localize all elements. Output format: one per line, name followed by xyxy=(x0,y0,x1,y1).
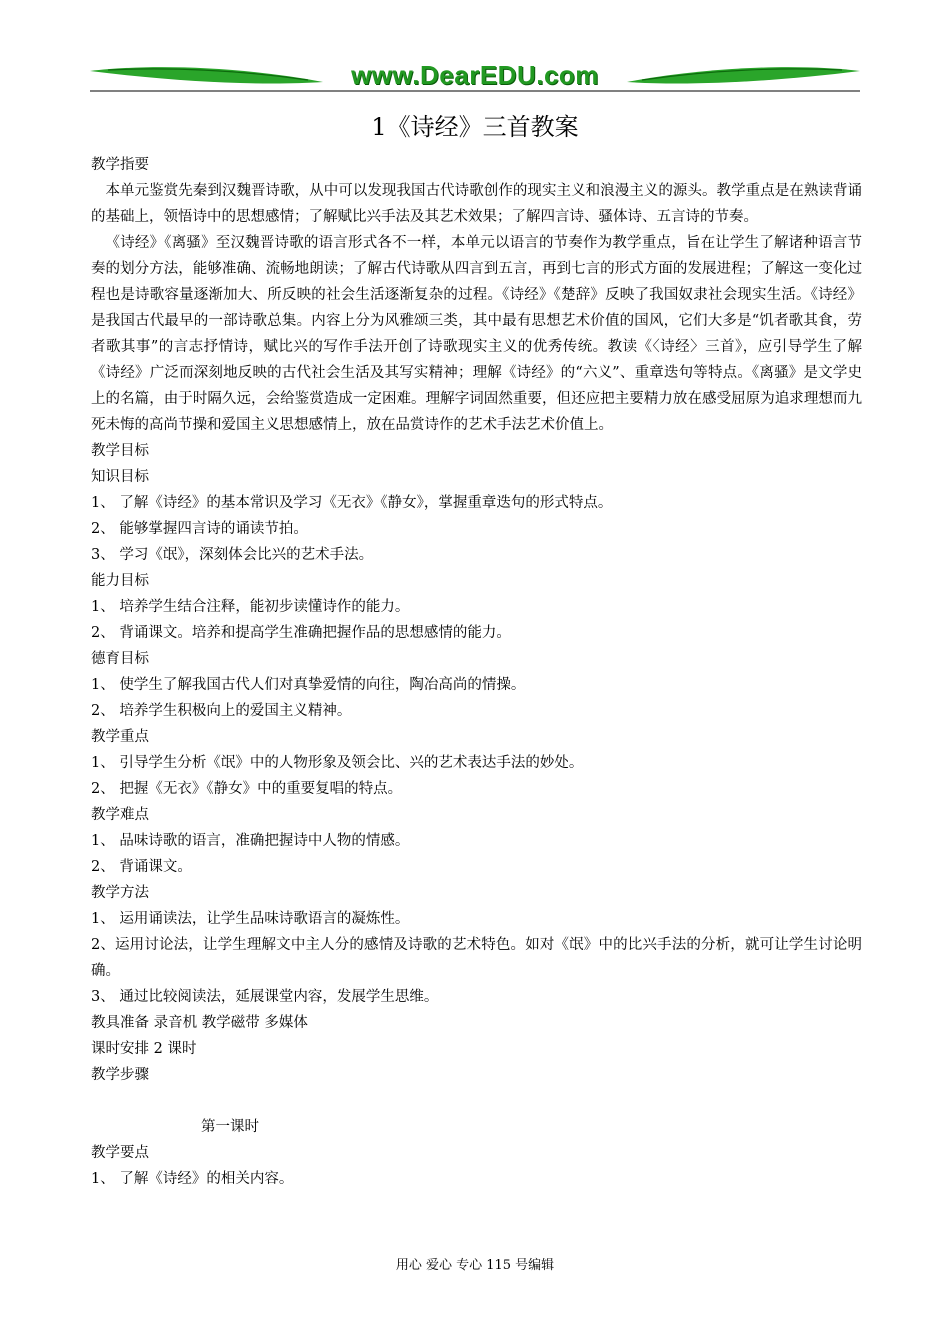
list-item: 2、 背诵课文。 xyxy=(91,859,192,875)
page-footer: 用心 爱心 专心 115 号编辑 xyxy=(395,1258,555,1273)
list-item: 2、 能够掌握四言诗的诵读节拍。 xyxy=(91,521,308,537)
section-heading-focus: 教学重点 xyxy=(91,729,149,745)
list-item: 1、 培养学生结合注释，能初步读懂诗作的能力。 xyxy=(91,599,410,615)
list-item: 2、运用讨论法，让学生理解文中主人分的感情及诗歌的艺术特色。如对《氓》中的比兴手法的分析，就可让学生讨论明确。 xyxy=(91,937,862,979)
section-heading-method: 教学方法 xyxy=(91,885,149,901)
list-item: 1、 了解《诗经》的相关内容。 xyxy=(91,1171,294,1187)
list-item: 1、 引导学生分析《氓》中的人物形象及领会比、兴的艺术表达手法的妙处。 xyxy=(91,755,584,771)
list-item: 1、 使学生了解我国古代人们对真挚爱情的向往，陶冶高尚的情操。 xyxy=(91,677,526,693)
list-item: 3、 学习《氓》，深刻体会比兴的艺术手法。 xyxy=(91,547,374,563)
subheading-moral: 德育目标 xyxy=(91,651,149,667)
document-body xyxy=(91,152,862,1192)
section-heading-goals: 教学目标 xyxy=(91,443,149,459)
section-heading-keypoints: 教学要点 xyxy=(91,1145,149,1161)
schedule-line: 课时安排 2 课时 xyxy=(91,1041,197,1057)
subheading-ability: 能力目标 xyxy=(91,573,149,589)
paragraph-guidance-1: 本单元鉴赏先秦到汉魏晋诗歌，从中可以发现我国古代诗歌创作的现实主义和浪漫主义的源头。教学重点是在熟读背诵的基础上，领悟诗中的思想感情；了解赋比兴手法及其艺术效果；了解四言诗、骚体诗、五言诗的节奏。 xyxy=(91,183,862,225)
list-item: 2、 背诵课文。培养和提高学生准确把握作品的思想感情的能力。 xyxy=(91,625,511,641)
section-heading-difficulty: 教学难点 xyxy=(91,807,149,823)
list-item: 1、 了解《诗经》的基本常识及学习《无衣》《静女》，掌握重章迭句的形式特点。 xyxy=(91,495,613,511)
site-logo-text[interactable]: www.DearEDU.com xyxy=(351,60,599,90)
tools-line: 教具准备 录音机 教学磁带 多媒体 xyxy=(91,1015,308,1031)
page-title: 1《诗经》三首教案 xyxy=(371,113,579,141)
site-header-banner xyxy=(88,58,862,98)
blank-line xyxy=(91,1088,862,1114)
list-item: 1、 品味诗歌的语言，准确把握诗中人物的情感。 xyxy=(91,833,410,849)
list-item: 2、 培养学生积极向上的爱国主义精神。 xyxy=(91,703,352,719)
list-item: 1、 运用诵读法，让学生品味诗歌语言的凝炼性。 xyxy=(91,911,410,927)
list-item: 2、 把握《无衣》《静女》中的重要复唱的特点。 xyxy=(91,781,403,797)
lesson-heading: 第一课时 xyxy=(201,1119,259,1135)
paragraph-guidance-2: 《诗经》《离骚》至汉魏晋诗歌的语言形式各不一样，本单元以语言的节奏作为教学重点，旨在让学生了解诸种语言节奏的划分方法，能够准确、流畅地朗读；了解古代诗歌从四言到五言，再到七言的形式方面的发展进程；了解这一变化过程也是诗歌容量逐渐加大、所反映的社会生活逐渐复杂的过程。《诗经》《楚辞》反映了我国奴隶社会现实生活。《诗经》是我国古代最早的一部诗歌总集。内容上分为风雅颂三类，其中最有思想艺术价值的国风，它们大多是“饥者歌其食，劳者歌其事”的言志抒情诗，赋比兴的写作手法开创了诗歌现实主义的优秀传统。教读《〈诗经〉三首》，应引导学生了解《诗经》广泛而深刻地反映的古代社会生活及其写实精神；理解《诗经》的“六义”、重章迭句等特点。《离骚》是文学史上的名篇，由于时隔久远，会给鉴赏造成一定困难。理解字词固然重要，但还应把主要精力放在感受屈原为追求理想而九死未悔的高尚节操和爱国主义思想感情上，放在品赏诗作的艺术手法艺术价值上。 xyxy=(91,235,862,433)
section-heading-guidance: 教学指要 xyxy=(91,157,149,173)
section-heading-steps: 教学步骤 xyxy=(91,1067,149,1083)
list-item: 3、 通过比较阅读法，延展课堂内容，发展学生思维。 xyxy=(91,989,439,1005)
subheading-knowledge: 知识目标 xyxy=(91,469,149,485)
